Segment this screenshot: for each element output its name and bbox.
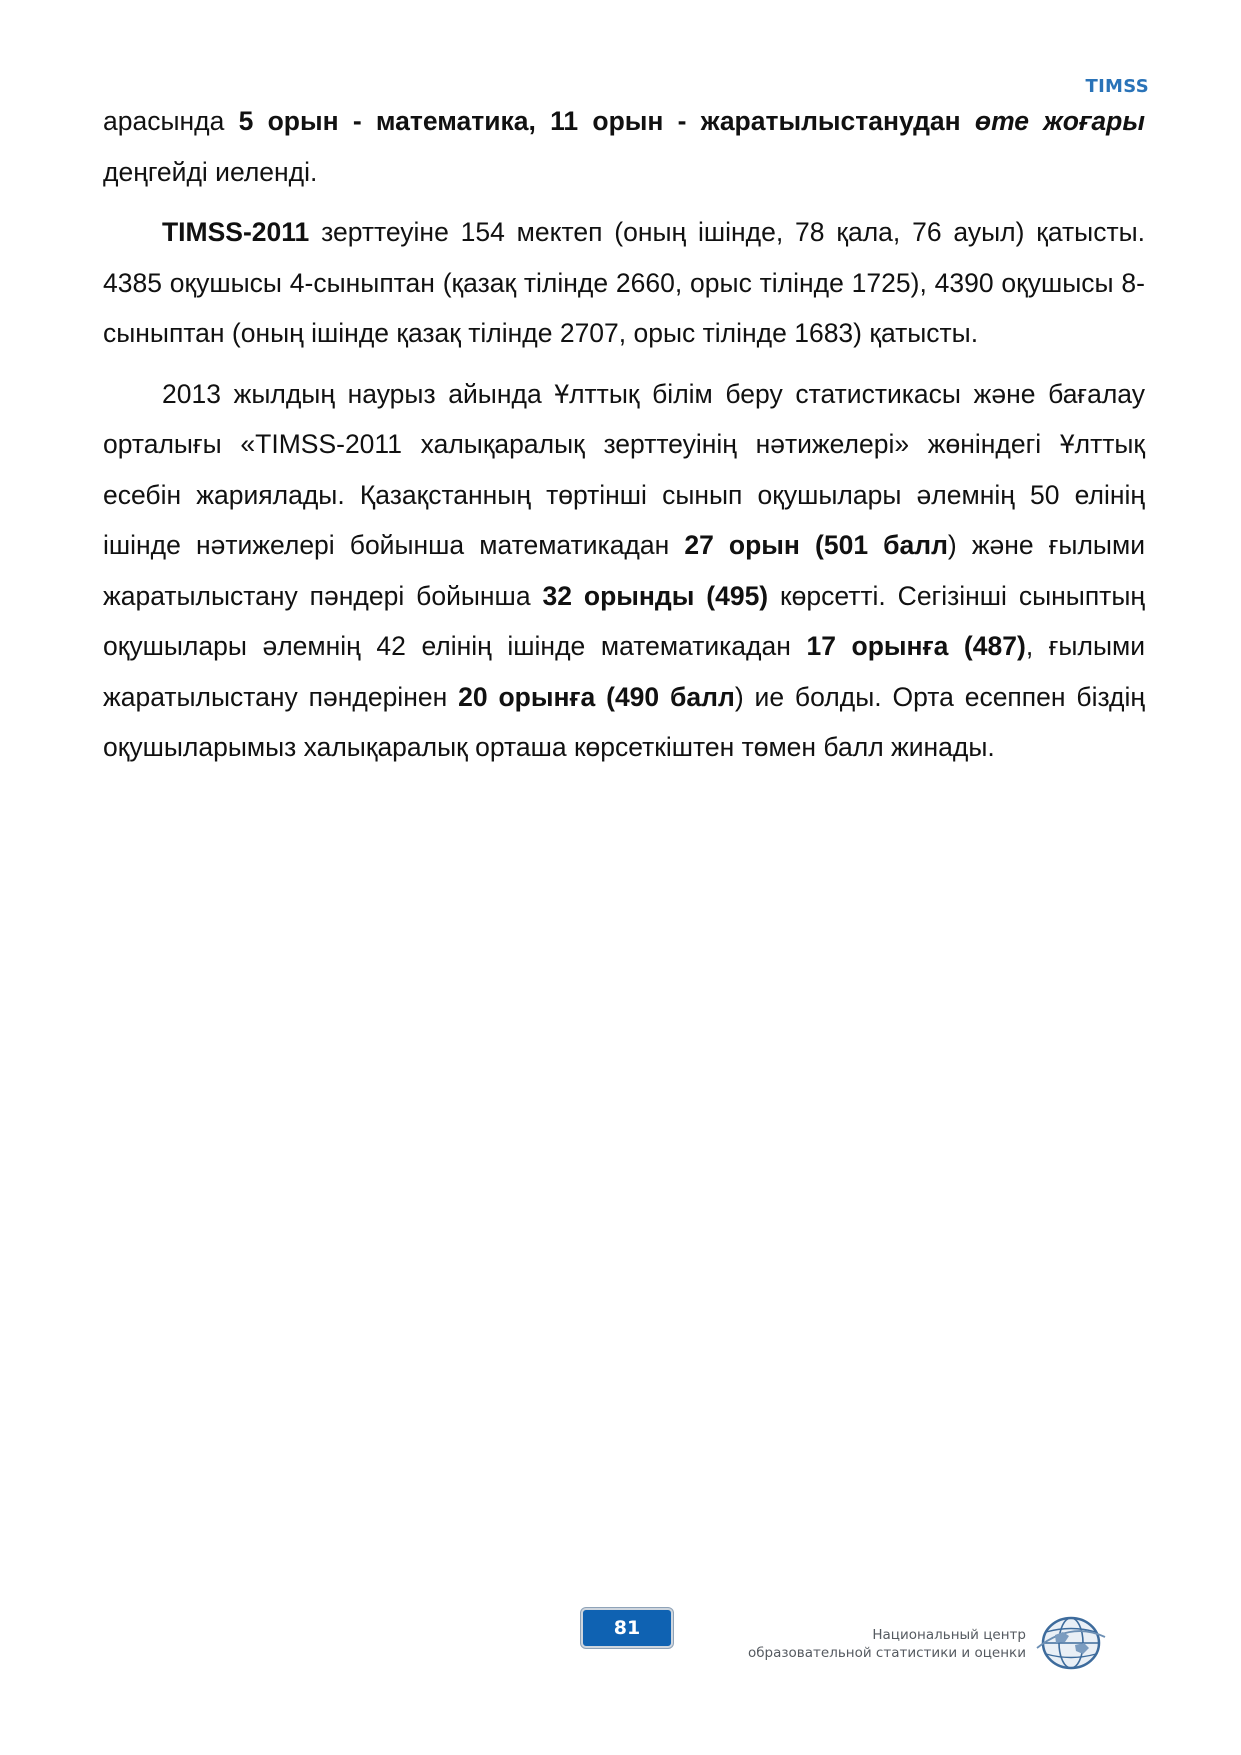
text-run-bold: 32 орынды (495) [542,580,769,611]
text-run-bold: 5 орын - математика, 11 орын - жаратылыстанудан [238,106,975,136]
text-run: ) ие болды. Орта есеппен біздің оқушыларымыз халықаралық орташа көрсеткіштен төмен балл жинады. [103,681,1146,762]
paragraph [103,96,1145,197]
footer-org-line: образовательной статистики и оценки [747,1645,1026,1661]
text-run: арасында [103,106,239,136]
text-run-bold: 27 орын (501 балл [684,530,948,560]
text-run: 2013 жылдың наурыз айында Ұлттық білім беру статистикасы және бағалау орталығы «TIMSS-2011 халықаралық зерттеуінің нәтижелері» жөніндегі Ұлттық есебін жариялады. Қазақстанның төртінші сынып оқушылары әлемнің 50 елінің ішінде нәтижелері бойынша математикадан [103,378,1145,560]
text-run-bold: 20 орынға (490 балл [458,681,735,712]
text-run: көрсетті. Сегізінші сыныптың оқушылары әлемнің 42 елінің ішінде математикадан [103,580,1146,661]
paragraph [103,369,1145,773]
text-run: , ғылыми жаратылыстану пәндерінен [103,631,1146,712]
text-run: деңгейді иеленді. [103,156,318,187]
paragraph [103,207,1145,359]
text-run-bold-italic: өте жоғары [974,106,1145,136]
footer-organization [696,1626,1026,1662]
header-label: TIMSS [1085,76,1149,97]
text-run: ) және ғылыми жаратылыстану пәндері бойынша [103,530,1145,611]
text-run-bold: TIMSS-2011 [162,217,310,247]
document-body [103,96,1145,773]
page-number: 81 [581,1608,673,1648]
text-run: зерттеуіне 154 мектеп (оның ішінде, 78 қала, 76 ауыл) қатысты. 4385 оқушысы 4-сыныптан (қазақ тілінде 2660, орыс тілінде 1725), 4390 оқушысы 8-сыныптан (оның ішінде қазақ тілінде 2707, орыс тілінде 1683) қатысты. [103,217,1145,348]
text-run-bold: 17 орынға (487) [806,631,1026,661]
footer-org-line: Национальный центр [872,1627,1026,1643]
globe-logo-icon [1035,1615,1107,1671]
